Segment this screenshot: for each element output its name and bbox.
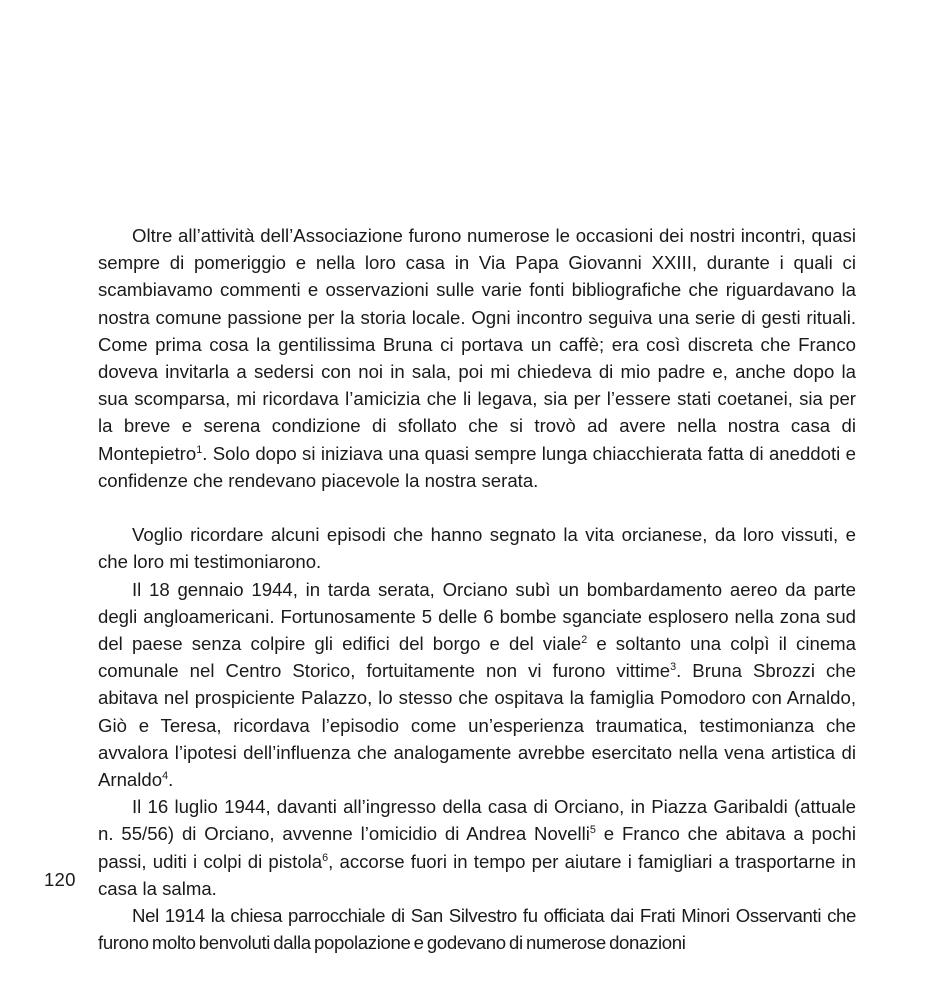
body-text-column [98,222,856,956]
text-run: Oltre all’attività dell’Associazione furono numerose le occasioni dei nostri incontri, quasi sempre di pomeriggio e nella loro casa in Via Papa Giovanni XXIII, durante i quali ci scambiavamo commenti e osservazioni sulle varie fonti bibliografiche che riguardavano la nostra comune passione per la storia locale. Ogni incontro seguiva una serie di gesti rituali. Come prima cosa la gentilissima Bruna ci portava un caffè; era così discreta che Franco doveva invitarla a sedersi con noi in sala, poi mi chiedeva di mio padre e, anche dopo la sua scomparsa, mi ricordava l’amicizia che li legava, sia per l’essere stati coetanei, sia per la breve e serena condizione di sfollato che si trovò ad avere nella nostra casa di Montepietro [98,225,856,464]
text-run: Voglio ricordare alcuni episodi che hanno segnato la vita orcianese, da loro vissuti, e che loro mi testimoniarono. [98,524,856,573]
footnote-marker-2[interactable]: 2 [581,633,588,646]
paragraph-p3 [98,576,856,794]
footnote-marker-6[interactable]: 6 [322,851,329,864]
footnote-marker-1[interactable]: 1 [196,443,203,456]
page-number: 120 [44,869,76,890]
text-run: e soltanto una colpì il cinema comunale nel Centro Storico, fortuitamente non vi furono vittime [98,633,856,682]
paragraph-p5 [98,902,856,956]
text-run: Il 18 gennaio 1944, in tarda serata, Orciano subì un bombardamento aereo da parte degli angloamericani. Fortunosamente 5 delle 6 bombe sganciate esplosero nella zona sud del paese senza colpire gli edifici del borgo e del viale [98,578,856,655]
text-run: . Solo dopo si iniziava una quasi sempre lunga chiacchierata fatta di aneddoti e confidenze che rendevano piacevole la nostra serata. [98,442,856,491]
paragraph-p4 [98,793,856,902]
text-run: . Bruna Sbrozzi che abitava nel prospiciente Palazzo, lo stesso che ospitava la famiglia Pomodoro con Arnaldo, Giò e Teresa, ricordava l’episodio come un’esperienza traumatica, testimonianza che avvalora l’ipotesi dell’influenza che analogamente avrebbe esercitato nella vena artistica di Arnaldo [98,660,856,791]
text-run: Il 16 luglio 1944, davanti all’ingresso della casa di Orciano, in Piazza Garibaldi (attuale n. 55/56) di Orciano, avvenne l’omicidio di Andrea Novelli [98,796,856,845]
footnote-marker-5[interactable]: 5 [589,824,596,837]
footnote-marker-3[interactable]: 3 [670,661,677,674]
text-run: , accorse fuori in tempo per aiutare i famigliari a trasportarne in casa la salma. [98,850,856,899]
footnote-marker-4[interactable]: 4 [162,769,169,782]
text-run: Nel 1914 la chiesa parrocchiale di San Silvestro fu officiata dai Frati Minori Osservanti che furono molto benvoluti dalla popolazione e godevano di numerose donazioni [98,905,856,954]
text-run: . [168,769,174,791]
paragraph-p2 [98,521,856,575]
paragraph-p1 [98,222,856,494]
text-run: e Franco che abitava a pochi passi, uditi i colpi di pistola [98,823,857,872]
